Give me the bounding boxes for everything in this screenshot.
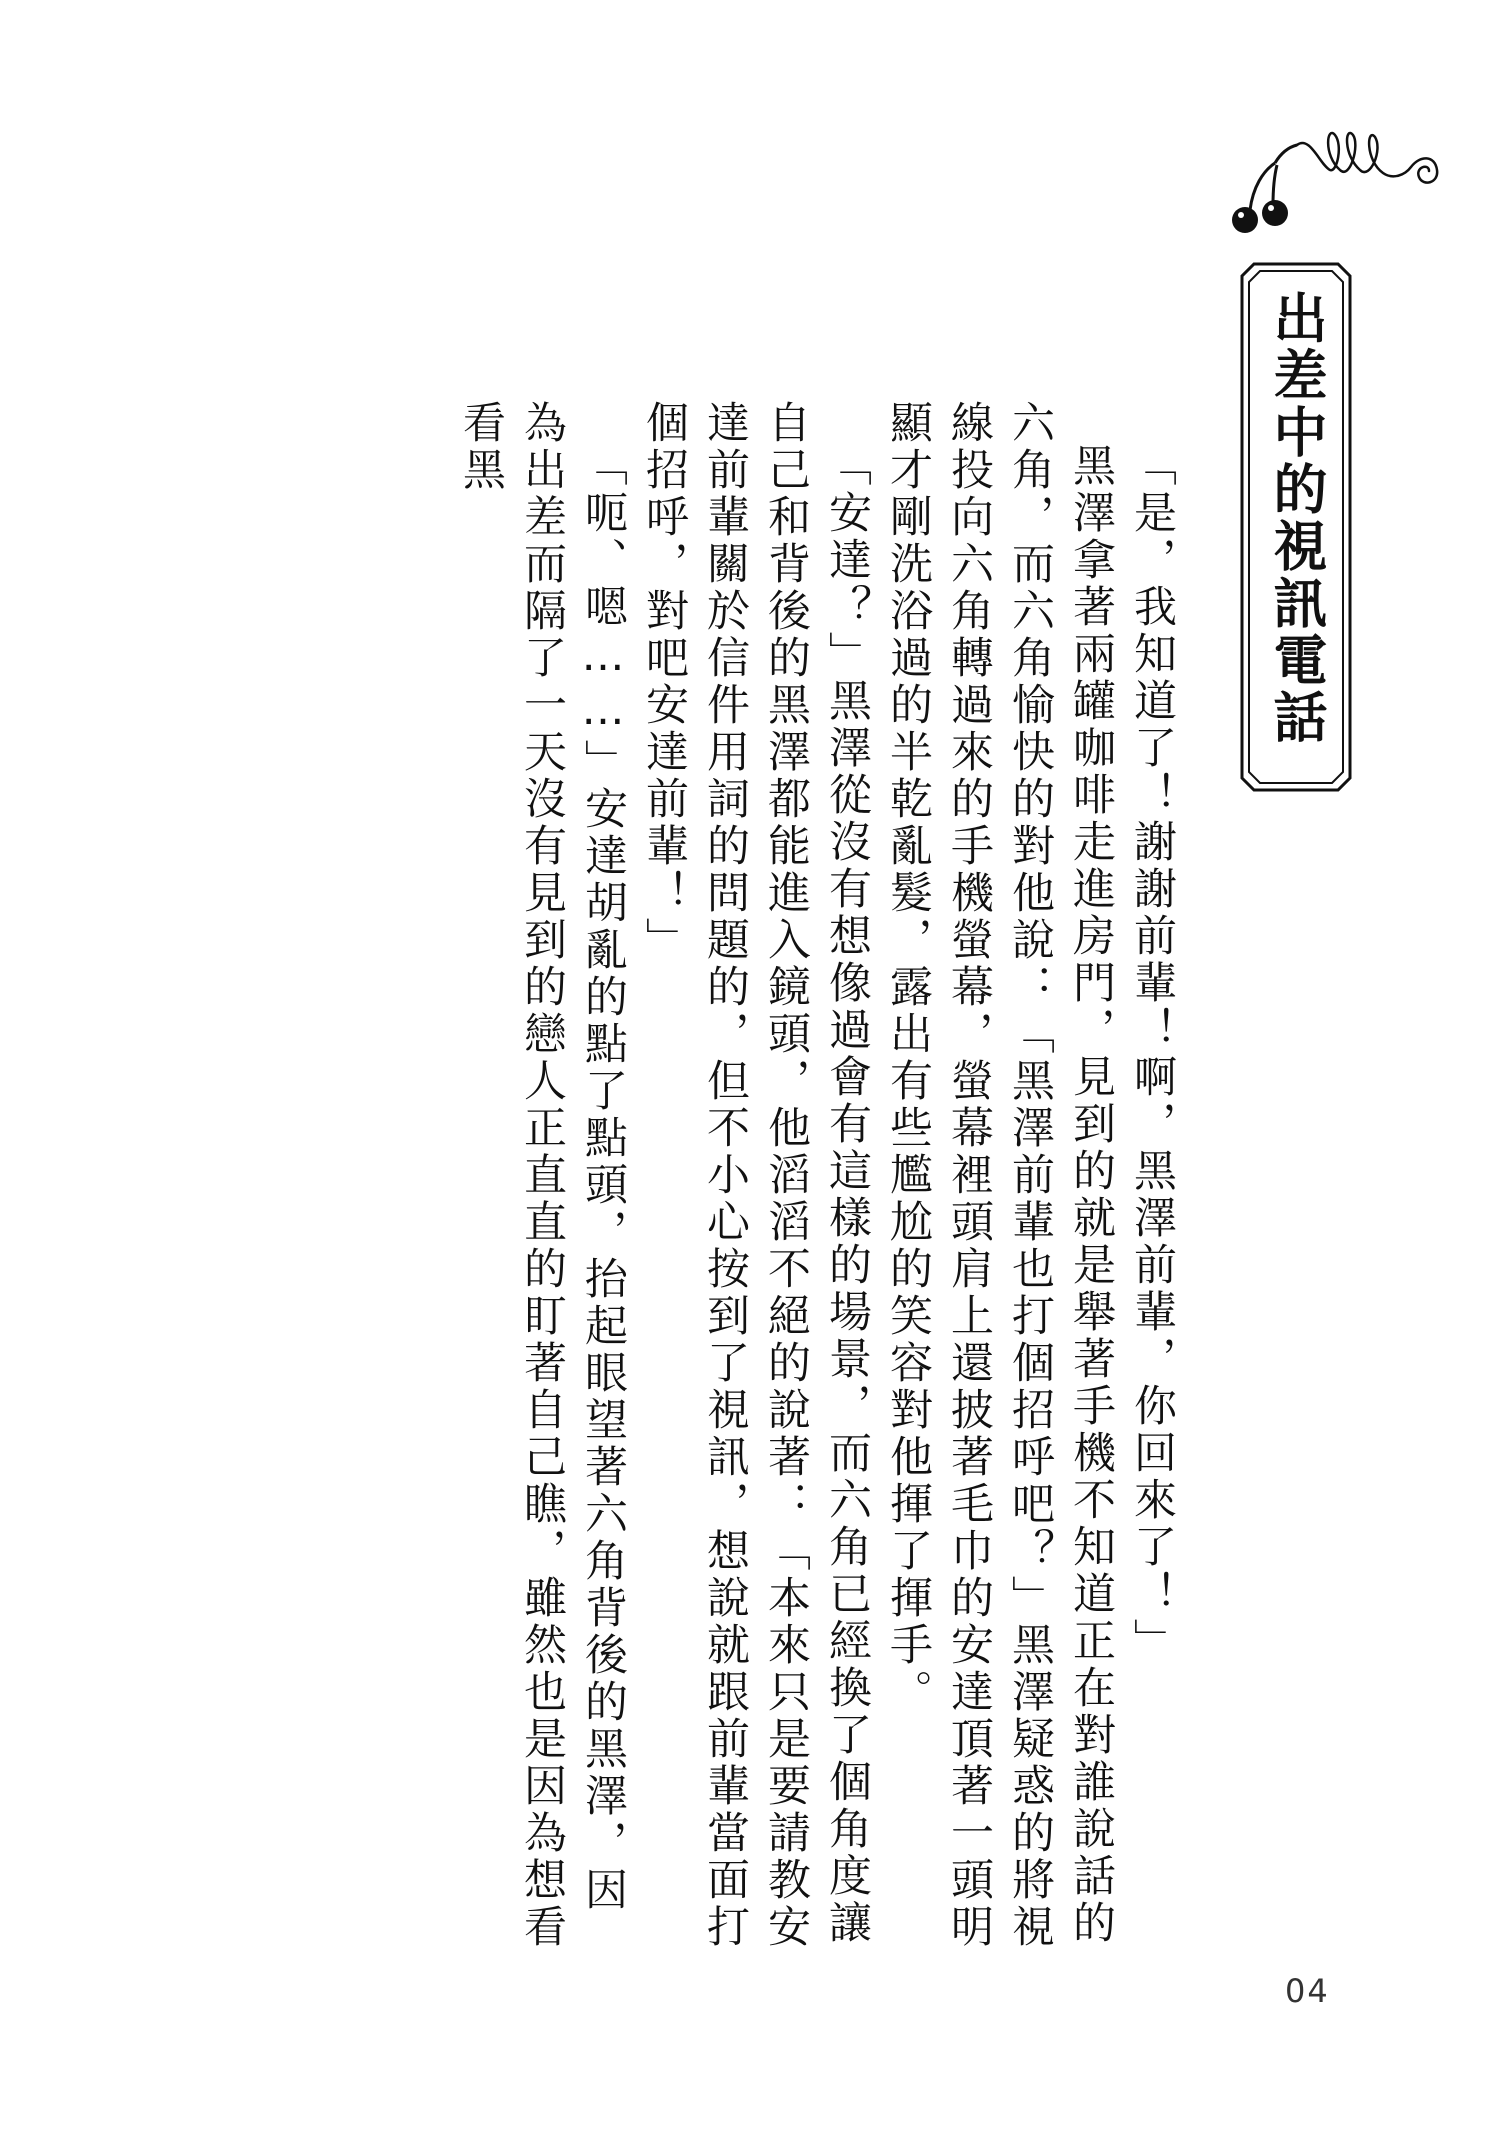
chapter-title-frame [1240, 262, 1352, 792]
page-number: 04 [1285, 1972, 1330, 2010]
body-text [450, 400, 1182, 1960]
paragraph-3: 「安達？」黑澤從沒有想像過會有這樣的場景，而六角已經換了個角度讓自己和背後的黑澤都能進入鏡頭，他滔滔不絕的說著：「本來只是要請教安達前輩關於信件用詞的問題的，但不小心按到了視訊，想說就跟前輩當面打個招呼，對吧安達前輩！」 [639, 400, 872, 1951]
paragraph-4: 「呃、嗯……」安達胡亂的點了點頭，抬起眼望著六角背後的黑澤，因為出差而隔了一天沒有見到的戀人正直直的盯著自己瞧，雖然也是因為想看看黑 [456, 400, 628, 1951]
paragraph-1: 「是，我知道了！謝謝前輩！啊，黑澤前輩，你回來了！」 [1127, 443, 1177, 1665]
chapter-title: 出差中的視訊電話 [1265, 290, 1328, 746]
cherry-swirl-ornament-icon [1215, 125, 1445, 245]
paragraph-2: 黑澤拿著兩罐咖啡走進房門，見到的就是舉著手機不知道正在對誰說話的六角，而六角愉快的對他說：「黑澤前輩也打個招呼吧？」黑澤疑惑的將視線投向六角轉過來的手機螢幕，螢幕裡頭肩上還披著毛巾的安達頂著一頭明顯才剛洗浴過的半乾亂髮，露出有些尷尬的笑容對他揮了揮手。 [883, 400, 1116, 1951]
